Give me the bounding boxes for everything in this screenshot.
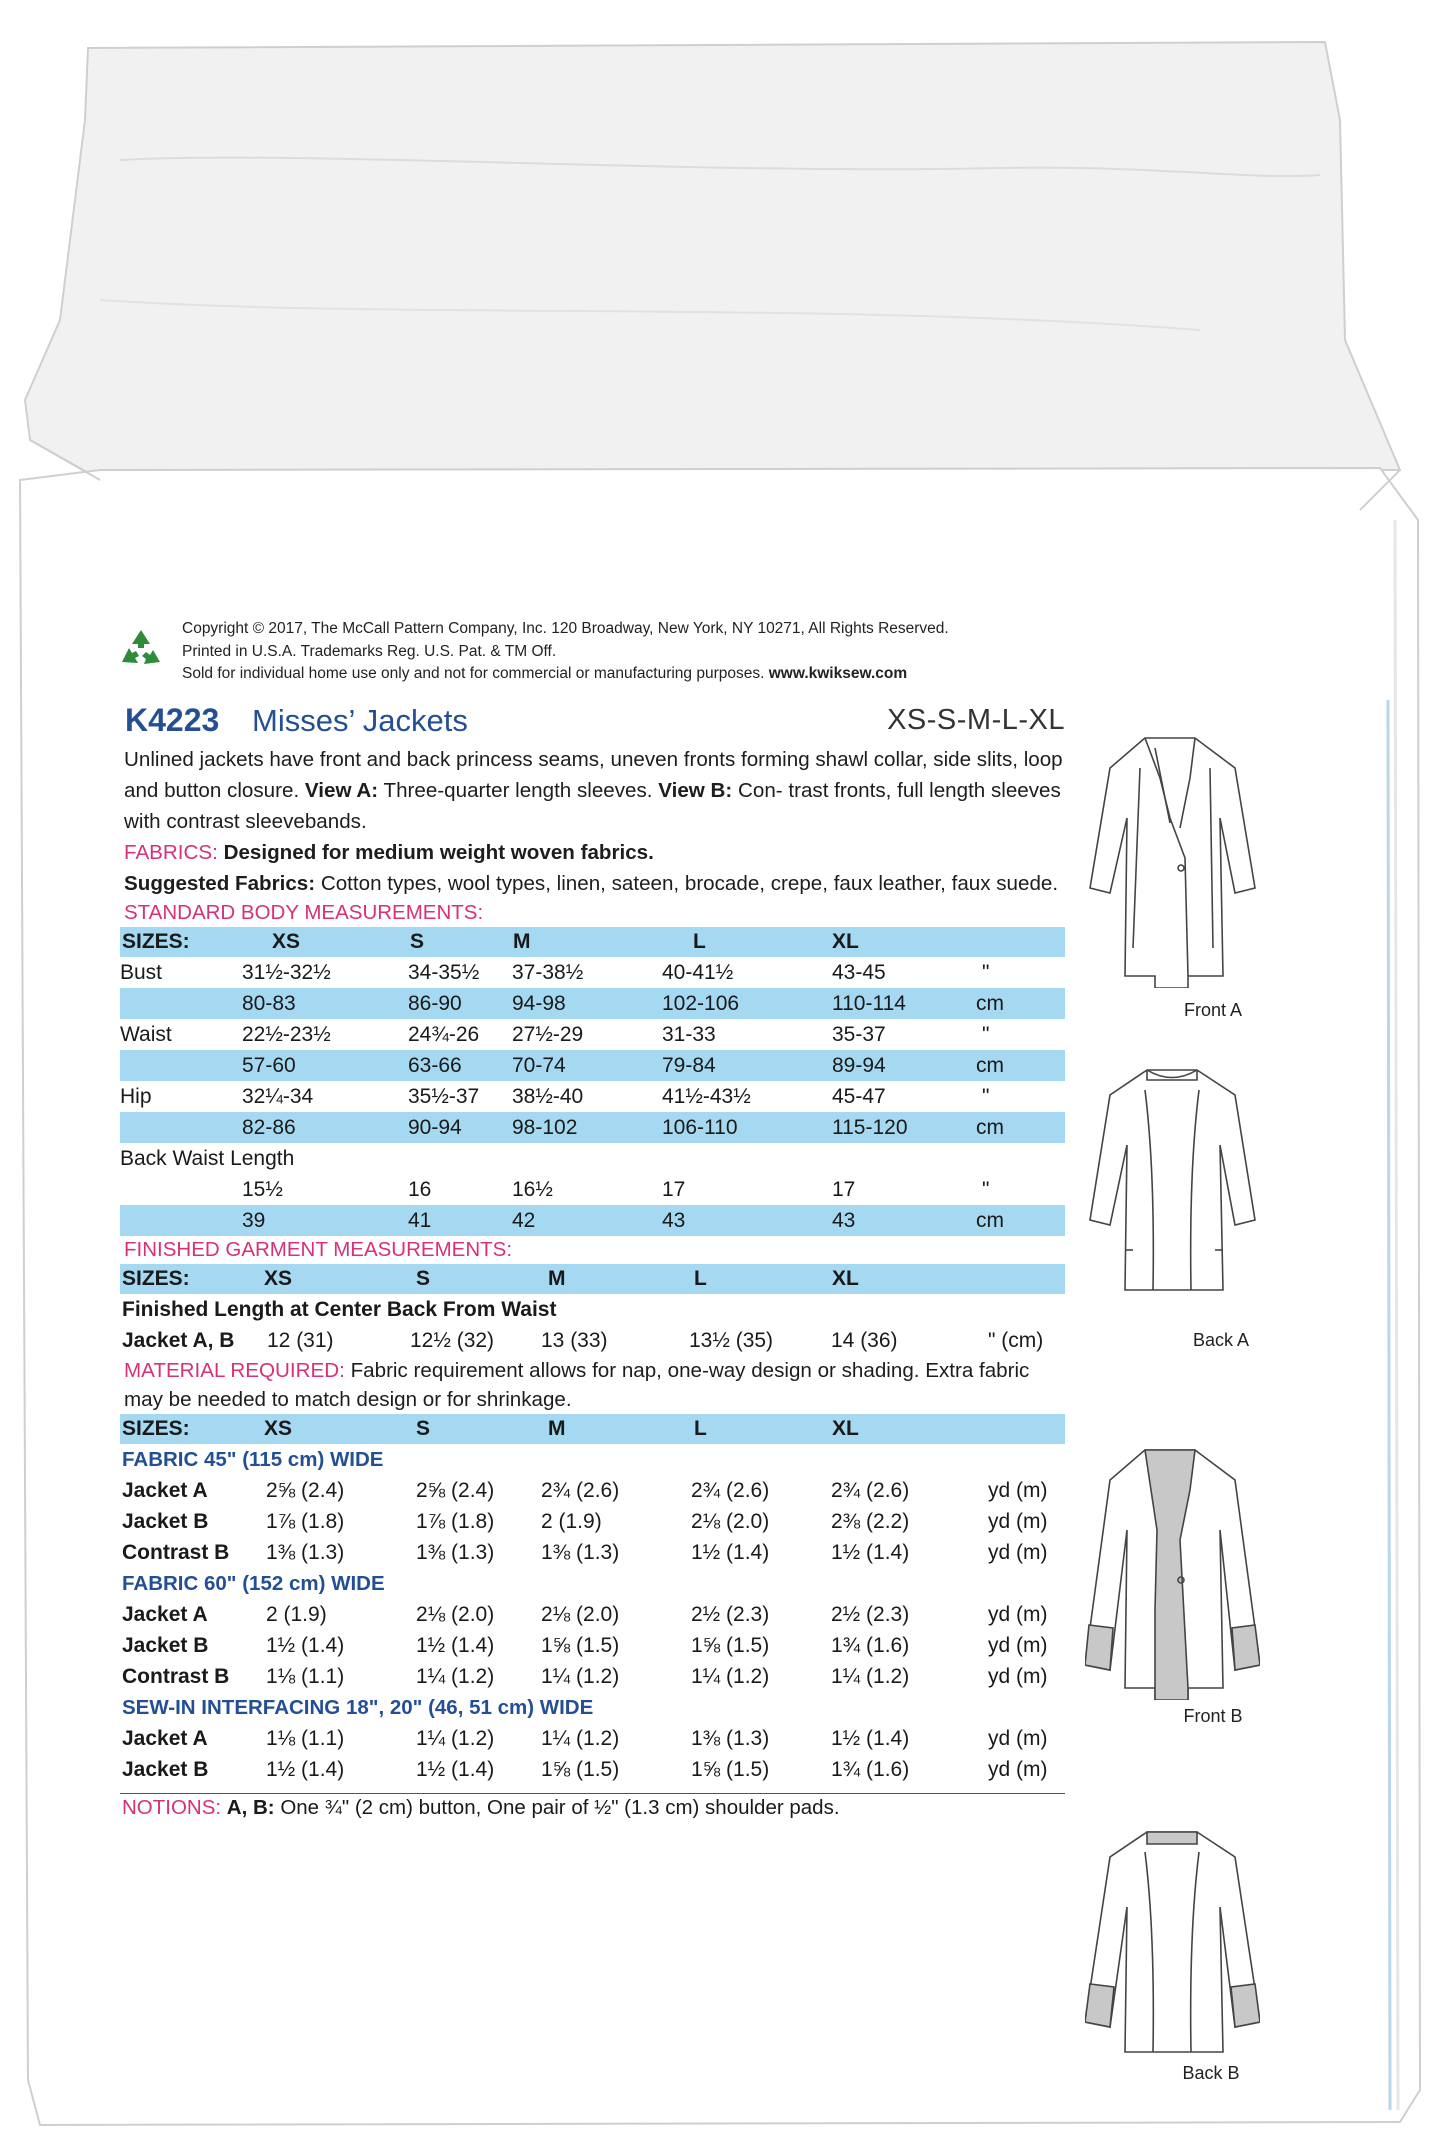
material-value: 1⅝ (1.5) [691, 1758, 770, 1781]
material-value: 1⅛ (1.1) [266, 1665, 345, 1688]
size-header: S [416, 1417, 431, 1440]
measurement-value: 110-114 [832, 992, 906, 1015]
size-header: L [693, 930, 706, 953]
illustration-back-b [1085, 1812, 1260, 2062]
material-value: 2⅛ (2.0) [416, 1603, 495, 1626]
measurement-value: 115-120 [832, 1116, 908, 1139]
material-value: 1⅛ (1.1) [266, 1727, 345, 1750]
material-value: 1¼ (1.2) [831, 1665, 910, 1688]
material-value: 2 (1.9) [541, 1510, 602, 1533]
measurement-value: 57-60 [242, 1054, 296, 1077]
material-value: 2⅛ (2.0) [691, 1510, 770, 1533]
measurement-value: 38½-40 [512, 1085, 584, 1108]
material-value: 1¼ (1.2) [691, 1665, 770, 1688]
size-header: XS [264, 1417, 293, 1440]
material-value: 2¾ (2.6) [541, 1479, 620, 1502]
material-unit: yd (m) [988, 1479, 1048, 1502]
material-row-label: Jacket B [122, 1758, 209, 1781]
measurement-value: 15½ [242, 1178, 283, 1201]
material-table [120, 1414, 1065, 1785]
size-header: XL [832, 930, 859, 953]
measurement-value: 41 [408, 1209, 432, 1232]
measurement-value: 90-94 [408, 1116, 462, 1139]
sizes-header-row [120, 1414, 1065, 1444]
fabric-group-title: SEW-IN INTERFACING 18", 20" (46, 51 cm) WIDE [122, 1696, 594, 1719]
jacket-front-a-icon [1085, 718, 1260, 988]
measurement-value: 41½-43½ [662, 1085, 751, 1108]
measurement-label: Bust [120, 961, 163, 984]
pattern-info [120, 616, 1065, 1820]
recycle-icon [120, 628, 162, 670]
measurement-unit: cm [976, 1209, 1004, 1232]
pattern-name: Misses’ Jackets [252, 703, 468, 738]
measurement-value: 94-98 [512, 992, 566, 1015]
measurement-value: 43-45 [832, 961, 886, 984]
copyright-line: Copyright © 2017, The McCall Pattern Company, Inc. 120 Broadway, New York, NY 10271, All Rights Reserved. [182, 620, 949, 637]
finished-row-label: Jacket A, B [122, 1329, 235, 1352]
measurement-value: 32¼-34 [242, 1085, 314, 1108]
material-row [120, 1475, 1065, 1506]
material-value: 2¾ (2.6) [831, 1479, 910, 1502]
illustration-front-a [1085, 718, 1260, 988]
sizes-header-row [120, 927, 1065, 957]
finished-subheading-text: Finished Length at Center Back From Waist [122, 1298, 557, 1321]
material-row [120, 1661, 1065, 1692]
illustration-back-a [1085, 1050, 1260, 1300]
material-row [120, 1599, 1065, 1630]
sizes-header-row [120, 1264, 1065, 1294]
material-value: 1⅞ (1.8) [266, 1510, 345, 1533]
measurement-row [120, 1050, 1065, 1081]
material-value: 2⅜ (2.2) [831, 1510, 910, 1533]
finished-value: 13 (33) [541, 1329, 608, 1352]
measurement-value: 16½ [512, 1178, 553, 1201]
measurement-unit: " [982, 1085, 990, 1108]
illustration-front-b [1085, 1430, 1260, 1700]
material-unit: yd (m) [988, 1665, 1048, 1688]
material-row [120, 1754, 1065, 1785]
material-value: 1¼ (1.2) [416, 1727, 495, 1750]
measurement-unit: " [982, 1023, 990, 1046]
material-row [120, 1630, 1065, 1661]
fabrics-line: FABRICS: Designed for medium weight woven fabrics. [124, 841, 654, 864]
fabric-group-title: FABRIC 60" (152 cm) WIDE [122, 1572, 385, 1595]
measurement-value: 17 [662, 1178, 686, 1201]
size-header: S [410, 930, 425, 953]
measurement-value: 27½-29 [512, 1023, 584, 1046]
sizes-label: SIZES: [122, 1267, 190, 1290]
measurement-row [120, 957, 1065, 988]
finished-row [120, 1325, 1065, 1356]
body-measurements-table [120, 927, 1065, 1236]
material-value: 2½ (2.3) [831, 1603, 910, 1626]
material-value: 1⅞ (1.8) [416, 1510, 495, 1533]
material-value: 2⅛ (2.0) [541, 1603, 620, 1626]
measurement-label: Hip [120, 1085, 152, 1108]
material-value: 1½ (1.4) [416, 1634, 495, 1657]
notions: NOTIONS: A, B: One ¾" (2 cm) button, One pair of ½" (1.3 cm) shoulder pads. [122, 1796, 840, 1819]
suggested-fabrics: Suggested Fabrics: Cotton types, wool types, linen, sateen, brocade, crepe, faux leather, faux suede. [124, 872, 1059, 895]
size-header: L [694, 1417, 707, 1440]
measurement-value: 35½-37 [408, 1085, 480, 1108]
illustration-label-back-b: Back B [1182, 2063, 1240, 2083]
material-unit: yd (m) [988, 1603, 1048, 1626]
material-value: 1¼ (1.2) [541, 1727, 620, 1750]
fabric-group-title: FABRIC 45" (115 cm) WIDE [122, 1448, 384, 1471]
divider [120, 1793, 1065, 1794]
measurement-value: 70-74 [512, 1054, 566, 1077]
pattern-code: K4223 [125, 702, 220, 738]
material-value: 2 (1.9) [266, 1603, 327, 1626]
body-measurements-heading: STANDARD BODY MEASUREMENTS: [124, 901, 484, 924]
size-header: M [513, 930, 531, 953]
measurement-value: 16 [408, 1178, 432, 1201]
material-unit: yd (m) [988, 1727, 1048, 1750]
material-row-label: Jacket B [122, 1510, 209, 1533]
material-value: 1½ (1.4) [416, 1758, 495, 1781]
measurement-unit: cm [976, 992, 1004, 1015]
measurement-label: Waist [120, 1023, 172, 1046]
size-range: XS-S-M-L-XL [887, 704, 1065, 736]
material-value: 1½ (1.4) [831, 1727, 910, 1750]
material-value: 1½ (1.4) [266, 1634, 345, 1657]
back-waist-row [120, 1205, 1065, 1236]
material-row-label: Jacket A [122, 1479, 208, 1502]
material-row-label: Contrast B [122, 1665, 230, 1688]
measurement-value: 106-110 [662, 1116, 738, 1139]
measurement-value: 39 [242, 1209, 266, 1232]
measurement-value: 24¾-26 [408, 1023, 480, 1046]
measurement-value: 63-66 [408, 1054, 462, 1077]
back-waist-label [120, 1143, 1065, 1174]
material-value: 2¾ (2.6) [691, 1479, 770, 1502]
material-value: 2⅝ (2.4) [266, 1479, 345, 1502]
size-header: M [548, 1267, 566, 1290]
copyright-block [120, 616, 1065, 696]
measurement-value: 89-94 [832, 1054, 886, 1077]
printed-line: Printed in U.S.A. Trademarks Reg. U.S. Pat. & TM Off. [182, 642, 557, 660]
material-value: 1½ (1.4) [691, 1541, 770, 1564]
illustration-label-front-a: Front A [1183, 1000, 1243, 1020]
material-required: MATERIAL REQUIRED: Fabric requirement allows for nap, one-way design or shading. Extra fabric may be needed to match design or for shrinkage. [124, 1359, 1030, 1411]
material-value: 1¼ (1.2) [416, 1665, 495, 1688]
measurement-value: 79-84 [662, 1054, 716, 1077]
jacket-back-a-icon [1085, 1050, 1260, 1300]
material-value: 1¼ (1.2) [541, 1665, 620, 1688]
material-row-label: Contrast B [122, 1541, 230, 1564]
measurement-value: 45-47 [832, 1085, 886, 1108]
material-value: 1⅜ (1.3) [266, 1541, 345, 1564]
measurement-unit: " [982, 961, 990, 984]
measurement-value: 43 [832, 1209, 856, 1232]
measurement-value: 37-38½ [512, 961, 584, 984]
material-row [120, 1537, 1065, 1568]
measurement-value: 42 [512, 1209, 536, 1232]
material-row [120, 1723, 1065, 1754]
finished-unit: " (cm) [988, 1329, 1044, 1352]
description: Unlined jackets have front and back princess seams, uneven fronts forming shawl collar, side slits, loop and button closure. View A: Three-quarter length sleeves. View B: Con- trast fronts, full length sleeves with contrast sleevebands. [124, 748, 1063, 833]
size-header: S [416, 1267, 431, 1290]
measurement-value: 31-33 [662, 1023, 716, 1046]
finished-value: 13½ (35) [689, 1329, 774, 1352]
size-header: M [548, 1417, 566, 1440]
material-unit: yd (m) [988, 1634, 1048, 1657]
size-header: L [694, 1267, 707, 1290]
material-value: 1⅜ (1.3) [691, 1727, 770, 1750]
finished-value: 14 (36) [831, 1329, 898, 1352]
material-value: 2⅝ (2.4) [416, 1479, 495, 1502]
material-value: 1⅝ (1.5) [541, 1634, 620, 1657]
measurement-value: 22½-23½ [242, 1023, 331, 1046]
material-row-label: Jacket A [122, 1727, 208, 1750]
measurement-value: 40-41½ [662, 961, 734, 984]
size-header: XL [832, 1417, 859, 1440]
jacket-back-b-icon [1085, 1812, 1260, 2062]
jacket-front-b-icon [1085, 1430, 1260, 1700]
website-link: www.kwiksew.com [768, 665, 908, 682]
sizes-label: SIZES: [122, 930, 190, 953]
material-unit: yd (m) [988, 1758, 1048, 1781]
illustration-label-back-a: Back A [1192, 1330, 1250, 1350]
measurement-row [120, 1019, 1065, 1050]
material-value: 1⅜ (1.3) [416, 1541, 495, 1564]
size-header: XL [832, 1267, 859, 1290]
measurement-row [120, 988, 1065, 1019]
measurement-value: 86-90 [408, 992, 462, 1015]
measurement-row [120, 1081, 1065, 1112]
measurement-value: 34-35½ [408, 961, 480, 984]
material-row [120, 1506, 1065, 1537]
measurement-unit: cm [976, 1116, 1004, 1139]
material-value: 1⅝ (1.5) [541, 1758, 620, 1781]
measurement-value: 31½-32½ [242, 961, 331, 984]
back-waist-text: Back Waist Length [120, 1147, 295, 1170]
measurement-value: 35-37 [832, 1023, 886, 1046]
material-unit: yd (m) [988, 1541, 1048, 1564]
size-header: XS [272, 930, 301, 953]
material-value: 1⅜ (1.3) [541, 1541, 620, 1564]
measurement-value: 98-102 [512, 1116, 578, 1139]
finished-subheading [120, 1294, 1065, 1325]
material-value: 1½ (1.4) [266, 1758, 345, 1781]
finished-measurements-heading: FINISHED GARMENT MEASUREMENTS: [124, 1238, 513, 1261]
finished-value: 12 (31) [267, 1329, 334, 1352]
measurement-row [120, 1112, 1065, 1143]
measurement-value: 43 [662, 1209, 686, 1232]
sold-line: Sold for individual home use only and not for commercial or manufacturing purposes. www.kwiksew.com [182, 665, 908, 682]
size-header: XS [264, 1267, 293, 1290]
material-unit: yd (m) [988, 1510, 1048, 1533]
sizes-label: SIZES: [122, 1417, 190, 1440]
finished-value: 12½ (32) [410, 1329, 495, 1352]
material-value: 1¾ (1.6) [831, 1758, 910, 1781]
measurement-unit: cm [976, 1054, 1004, 1077]
illustration-label-front-b: Front B [1183, 1706, 1243, 1726]
material-value: 1½ (1.4) [831, 1541, 910, 1564]
back-waist-row [120, 1174, 1065, 1205]
material-value: 2½ (2.3) [691, 1603, 770, 1626]
finished-measurements-table [120, 1264, 1065, 1356]
measurement-value: 17 [832, 1178, 856, 1201]
material-row-label: Jacket A [122, 1603, 208, 1626]
measurement-value: 102-106 [662, 992, 740, 1015]
measurement-value: 82-86 [242, 1116, 296, 1139]
material-value: 1⅝ (1.5) [691, 1634, 770, 1657]
measurement-value: 80-83 [242, 992, 296, 1015]
measurement-unit: " [982, 1178, 990, 1201]
pattern-title [120, 702, 1065, 744]
material-value: 1¾ (1.6) [831, 1634, 910, 1657]
material-row-label: Jacket B [122, 1634, 209, 1657]
